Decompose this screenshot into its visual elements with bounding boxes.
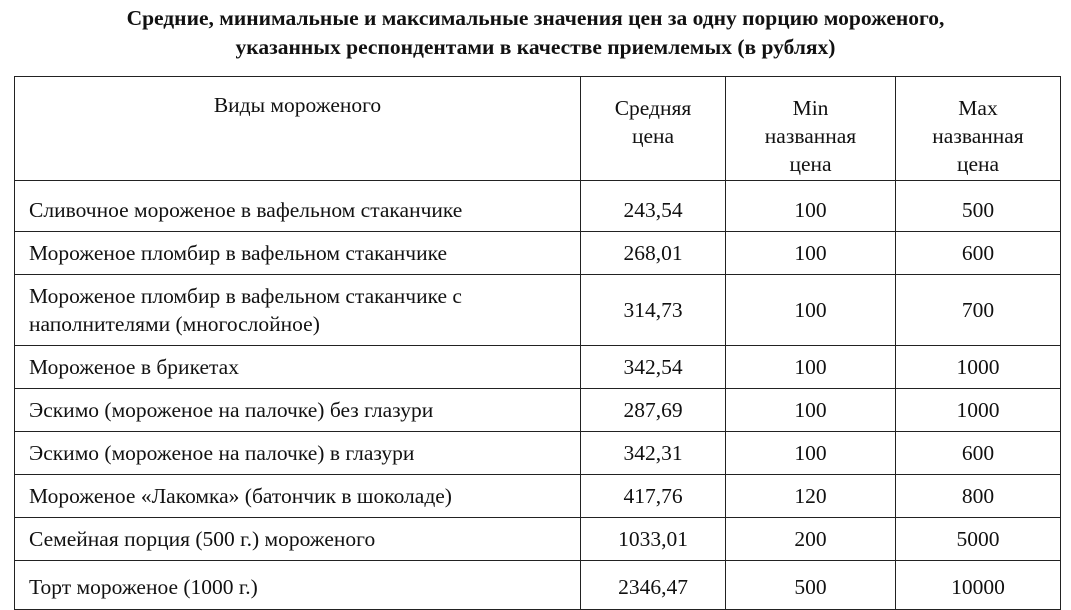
header-min-price: Min названная цена xyxy=(726,77,896,181)
cell-average: 417,76 xyxy=(581,475,726,518)
cell-max: 10000 xyxy=(896,561,1061,610)
cell-average: 314,73 xyxy=(581,275,726,346)
title-line-2: указанных респондентами в качестве приемлемых (в рублях) xyxy=(235,35,836,59)
cell-type: Семейная порция (500 г.) мороженого xyxy=(15,518,581,561)
cell-type: Эскимо (мороженое на палочке) без глазури xyxy=(15,389,581,432)
ice-cream-price-table xyxy=(14,76,1061,610)
cell-min: 100 xyxy=(726,346,896,389)
cell-max: 1000 xyxy=(896,389,1061,432)
cell-average: 268,01 xyxy=(581,232,726,275)
cell-max: 5000 xyxy=(896,518,1061,561)
header-average-price: Средняя цена xyxy=(581,77,726,181)
cell-average: 287,69 xyxy=(581,389,726,432)
cell-min: 100 xyxy=(726,389,896,432)
table-row xyxy=(15,518,1061,561)
cell-average: 342,54 xyxy=(581,346,726,389)
cell-max: 700 xyxy=(896,275,1061,346)
cell-type: Сливочное мороженое в вафельном стаканчике xyxy=(15,181,581,232)
cell-average: 342,31 xyxy=(581,432,726,475)
table-row xyxy=(15,181,1061,232)
table-row xyxy=(15,389,1061,432)
cell-type: Торт мороженое (1000 г.) xyxy=(15,561,581,610)
cell-average: 243,54 xyxy=(581,181,726,232)
cell-max: 500 xyxy=(896,181,1061,232)
table-row xyxy=(15,346,1061,389)
cell-type: Эскимо (мороженое на палочке) в глазури xyxy=(15,432,581,475)
cell-type: Мороженое в брикетах xyxy=(15,346,581,389)
table-row xyxy=(15,561,1061,610)
cell-average: 1033,01 xyxy=(581,518,726,561)
cell-type: Мороженое «Лакомка» (батончик в шоколаде) xyxy=(15,475,581,518)
cell-type: Мороженое пломбир в вафельном стаканчике xyxy=(15,232,581,275)
cell-min: 100 xyxy=(726,275,896,346)
header-max-price: Max названная цена xyxy=(896,77,1061,181)
header-type: Виды мороженого xyxy=(15,77,581,181)
cell-min: 100 xyxy=(726,181,896,232)
cell-min: 100 xyxy=(726,432,896,475)
cell-min: 120 xyxy=(726,475,896,518)
table-row xyxy=(15,232,1061,275)
cell-max: 600 xyxy=(896,232,1061,275)
cell-average: 2346,47 xyxy=(581,561,726,610)
cell-type: Мороженое пломбир в вафельном стаканчике с наполнителями (многослойное) xyxy=(15,275,581,346)
cell-max: 1000 xyxy=(896,346,1061,389)
cell-min: 200 xyxy=(726,518,896,561)
title-line-1: Средние, минимальные и максимальные значения цен за одну порцию мороженого, xyxy=(126,6,945,30)
cell-min: 500 xyxy=(726,561,896,610)
cell-min: 100 xyxy=(726,232,896,275)
cell-max: 800 xyxy=(896,475,1061,518)
table-row xyxy=(15,432,1061,475)
cell-max: 600 xyxy=(896,432,1061,475)
table-row xyxy=(15,275,1061,346)
table-row xyxy=(15,475,1061,518)
table-title xyxy=(0,4,1071,62)
header-row xyxy=(15,77,1061,181)
